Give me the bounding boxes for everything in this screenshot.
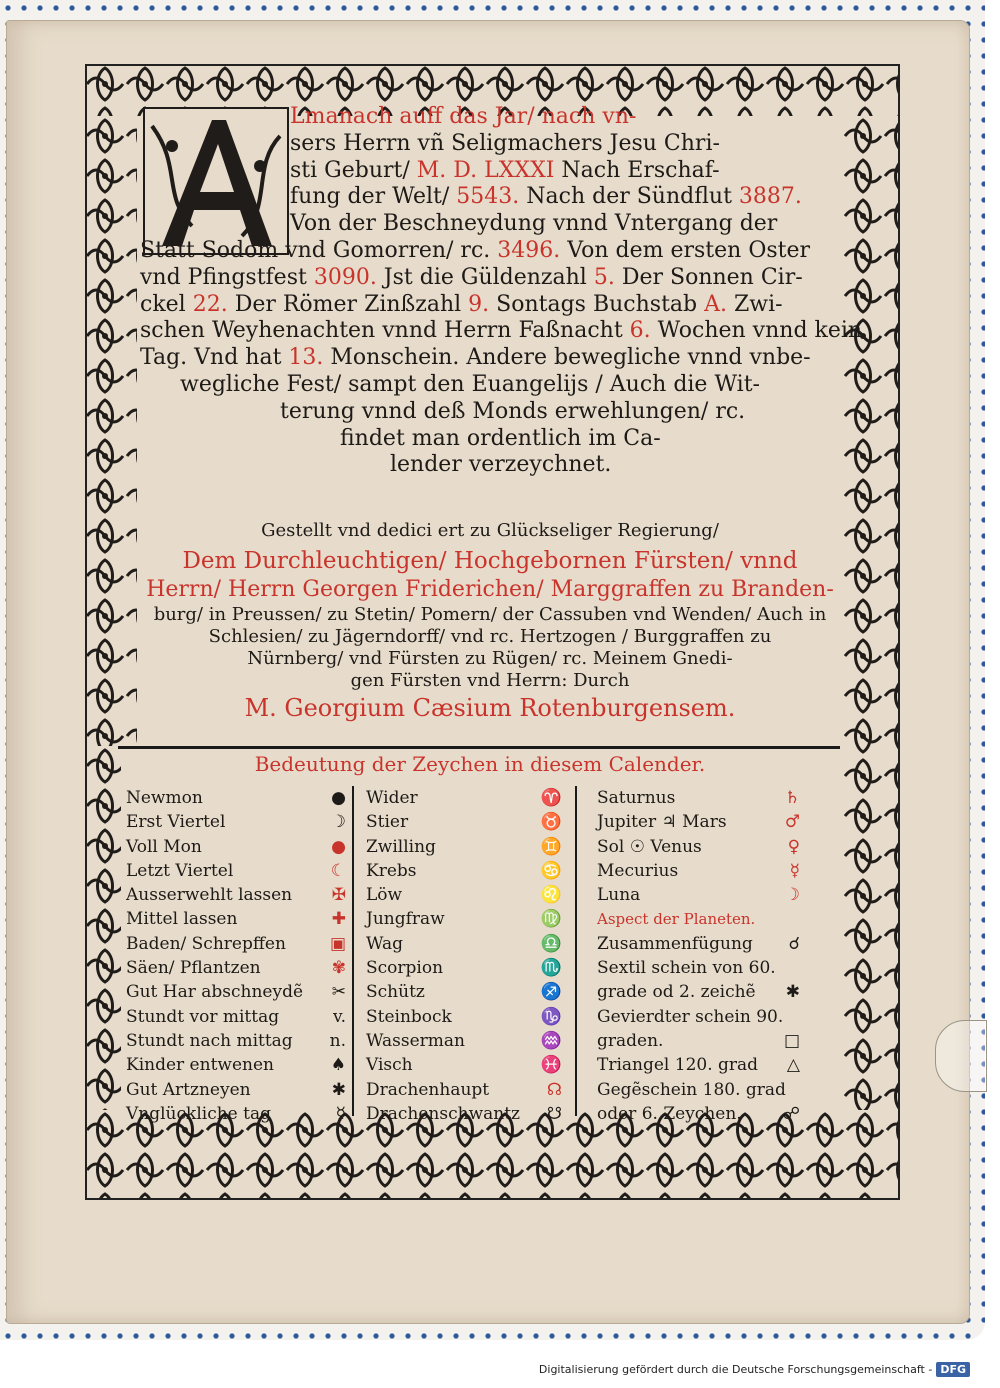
legend-label: Baden/ Schrepffen xyxy=(126,933,286,954)
column-rule-1 xyxy=(352,786,354,1116)
legend-label: Stundt vor mittag xyxy=(126,1006,280,1027)
legend-label: Gut Artzneyen xyxy=(126,1079,251,1100)
page-tab-marker xyxy=(935,1020,987,1092)
legend-row xyxy=(126,1029,346,1053)
legend-symbol-icon: ♏ xyxy=(540,958,562,979)
legend-row xyxy=(597,859,800,883)
legend-symbol-icon: ♌ xyxy=(540,885,562,906)
title-line xyxy=(140,452,840,479)
legend-row xyxy=(366,956,562,980)
title-line xyxy=(140,184,840,211)
legend-label: Zwilling xyxy=(366,836,436,857)
title-run: Der Sonnen Cir- xyxy=(614,264,803,290)
legend-symbol-icon: ☿ xyxy=(789,860,800,881)
legend-symbol-icon: ♒ xyxy=(540,1030,562,1051)
legend-row xyxy=(126,810,346,834)
legend-label: Wider xyxy=(366,788,418,808)
legend-label: Newmon xyxy=(126,788,203,808)
legend-label: Mittel lassen xyxy=(126,909,238,930)
legend-symbol-icon: ♎ xyxy=(540,933,562,954)
legend-symbol-icon: ♐ xyxy=(540,982,562,1003)
title-run: 9. xyxy=(468,291,490,317)
section-divider xyxy=(118,746,840,749)
legend-label: Ausserwehlt lassen xyxy=(126,885,293,906)
legend-symbol-icon: ☾ xyxy=(330,860,346,881)
legend-row xyxy=(366,835,562,859)
title-run: M. D. LXXXI xyxy=(416,157,555,183)
legend-symbol-icon: ☊ xyxy=(546,1079,562,1100)
legend-symbol-icon: ♑ xyxy=(540,1006,562,1027)
legend-symbol-icon: ● xyxy=(331,836,346,857)
legend-label: oder 6. Zeychen. xyxy=(597,1103,742,1124)
title-run: terung vnnd deß Monds erwehlungen/ rc. xyxy=(280,398,746,424)
legend-label: Schütz xyxy=(366,982,425,1003)
legend-label: Triangel 120. grad xyxy=(597,1055,759,1076)
legend-label: Jupiter ♃ Mars xyxy=(597,812,727,833)
title-run: Zwi- xyxy=(727,291,783,317)
legend-row xyxy=(597,1053,800,1077)
legend-symbol-icon: ☿ xyxy=(335,1103,346,1124)
legend-label: Aspect der Planeten. xyxy=(597,910,756,929)
title-run: ckel xyxy=(140,291,193,317)
legend-row xyxy=(126,786,346,810)
legend-symbol-icon: ♊ xyxy=(540,836,562,857)
legend-row xyxy=(366,883,562,907)
title-run: 3887. xyxy=(738,184,802,210)
legend-symbol-icon: ♀ xyxy=(787,836,800,857)
legend-row xyxy=(126,1102,346,1126)
legend-symbol-icon: ♄ xyxy=(784,788,800,808)
legend-column-1 xyxy=(126,786,346,1126)
legend-symbol-icon: ✠ xyxy=(331,885,346,906)
title-run: 22. xyxy=(192,291,228,317)
legend-symbol-icon: ✾ xyxy=(331,958,346,979)
legend-row xyxy=(366,1053,562,1077)
legend-label: Sextil schein von 60. xyxy=(597,958,776,979)
legend-label: Wag xyxy=(366,933,404,954)
title-line xyxy=(140,158,840,185)
legend-label: Letzt Viertel xyxy=(126,860,234,881)
title-run: 6. xyxy=(629,318,651,344)
legend-row xyxy=(597,786,800,810)
legend-row xyxy=(597,835,800,859)
legend-symbol-icon: ✱ xyxy=(331,1079,346,1100)
legend-row xyxy=(126,1053,346,1077)
legend-row xyxy=(366,932,562,956)
column-rule-2 xyxy=(575,786,577,1116)
legend-symbol-icon: ♈ xyxy=(540,788,562,808)
legend-symbol-icon: ♋ xyxy=(540,860,562,881)
legend-label: Jungfraw xyxy=(366,909,445,930)
legend-symbol-icon: ✂ xyxy=(331,982,346,1003)
legend-row xyxy=(126,883,346,907)
title-run: Der Römer Zinßzahl xyxy=(227,291,469,317)
legend-column-3 xyxy=(597,786,800,1126)
legend-label: Stundt nach mittag xyxy=(126,1030,293,1051)
legend-label: Sol ☉ Venus xyxy=(597,836,702,857)
title-line xyxy=(140,131,840,158)
legend-row xyxy=(126,907,346,931)
title-run: findet man ordentlich im Ca- xyxy=(340,425,661,451)
legend-row xyxy=(366,980,562,1004)
title-line xyxy=(140,318,863,345)
legend-row xyxy=(126,980,346,1004)
legend-label: Drachenschwantz xyxy=(366,1103,520,1124)
legend-row xyxy=(597,1102,800,1126)
dedication-red-line-2: Herrn/ Herrn Georgen Friderichen/ Marggraffen zu Branden- xyxy=(146,577,834,602)
legend-row xyxy=(126,1005,346,1029)
legend-title: Bedeutung der Zeychen in diesem Calender. xyxy=(254,752,706,776)
title-line xyxy=(140,211,840,238)
legend-label: Visch xyxy=(366,1055,413,1076)
legend-row xyxy=(126,1078,346,1102)
legend-row xyxy=(126,859,346,883)
legend-row xyxy=(126,956,346,980)
author-name: M. Georgium Cæsium Rotenburgensem. xyxy=(244,694,736,722)
legend-label: Scorpion xyxy=(366,958,444,979)
legend-row xyxy=(126,835,346,859)
legend-row xyxy=(597,932,800,956)
legend-label: Wasserman xyxy=(366,1030,465,1051)
title-run: schen Weyhenachten vnnd Herrn Faßnacht xyxy=(140,318,630,344)
title-line xyxy=(140,345,840,372)
legend-symbol-icon: ☽ xyxy=(330,812,346,833)
legend-symbol-icon: ☍ xyxy=(782,1103,800,1124)
legend-row xyxy=(126,932,346,956)
title-line xyxy=(140,292,840,319)
footer-credit xyxy=(539,1362,970,1377)
title-line xyxy=(140,372,840,399)
legend-label: Voll Mon xyxy=(126,836,202,857)
legend-symbol-icon: ▣ xyxy=(329,933,346,954)
legend-label: Säen/ Pflantzen xyxy=(126,958,261,979)
title-run: Stätt Sodom vnd Gomorren/ rc. xyxy=(140,237,498,263)
title-run: vnd Pfingstfest xyxy=(140,264,314,290)
legend-label: Saturnus xyxy=(597,788,676,808)
title-line xyxy=(140,265,840,292)
title-run: Nach der Sündflut xyxy=(519,184,739,210)
legend-symbol-icon: v. xyxy=(333,1006,346,1027)
title-run: 3090. xyxy=(313,264,377,290)
title-line xyxy=(140,238,840,265)
legend-label: grade od 2. zeichẽ xyxy=(597,982,756,1003)
legend-row xyxy=(597,980,800,1004)
legend-label: Krebs xyxy=(366,860,417,881)
legend-row xyxy=(597,956,800,980)
title-run: sers Herrn vñ Seligmachers Jesu Chri- xyxy=(290,130,720,156)
legend-symbol-icon: □ xyxy=(783,1030,800,1051)
title-line xyxy=(140,104,840,131)
legend-symbol-icon: ♉ xyxy=(540,812,562,833)
legend-row xyxy=(597,883,800,907)
legend-row xyxy=(366,1102,562,1126)
legend-row xyxy=(366,1078,562,1102)
legend-label: Zusammenfügung xyxy=(597,933,753,954)
legend-row xyxy=(597,907,800,931)
legend-symbol-icon: ✱ xyxy=(785,982,800,1003)
legend-label: Steinbock xyxy=(366,1006,452,1027)
title-run: sti Geburt/ xyxy=(290,157,417,183)
legend-column-2 xyxy=(366,786,562,1126)
title-run: Wochen vnnd kein xyxy=(650,318,863,344)
almanac-title-block xyxy=(140,104,863,479)
legend-label: Stier xyxy=(366,812,409,833)
title-run: A. xyxy=(704,291,727,317)
title-run: 3496. xyxy=(497,237,561,263)
legend-symbol-icon: ♍ xyxy=(540,909,562,930)
legend-symbol-icon: △ xyxy=(786,1055,800,1076)
title-run: lender verzeychnet. xyxy=(390,452,612,478)
legend-row xyxy=(597,1029,800,1053)
legend-symbol-icon: n. xyxy=(329,1030,346,1051)
title-line xyxy=(140,399,840,426)
title-run: Jst die Güldenzahl xyxy=(376,264,594,290)
title-run: Nach Erschaf- xyxy=(554,157,720,183)
legend-label: Gegẽschein 180. grad xyxy=(597,1079,786,1100)
title-run: 5543. xyxy=(456,184,520,210)
title-run: Tag. Vnd hat xyxy=(140,345,289,371)
legend-symbol-icon: ☽ xyxy=(784,885,800,906)
legend-symbol-icon: ✚ xyxy=(331,909,346,930)
legend-label: graden. xyxy=(597,1030,664,1051)
dedication-line-3: burg/ in Preussen/ zu Stetin/ Pomern/ der Cassuben vnd Wenden/ Auch in xyxy=(153,604,827,625)
title-run: wegliche Fest/ sampt den Euangelijs / Auch die Wit- xyxy=(180,371,760,397)
title-run: Monschein. Andere bewegliche vnnd vnbe- xyxy=(323,345,811,371)
dedication-line-5: Nürnberg/ vnd Fürsten zu Rügen/ rc. Meinem Gnedi- xyxy=(247,648,733,669)
legend-label: Löw xyxy=(366,885,403,906)
legend-row xyxy=(366,1029,562,1053)
legend-symbol-icon: ♂ xyxy=(784,812,800,833)
legend-row xyxy=(366,859,562,883)
legend-row xyxy=(366,786,562,810)
legend-row xyxy=(597,810,800,834)
legend-label: Luna xyxy=(597,885,641,906)
dfg-badge: DFG xyxy=(936,1362,970,1377)
legend-symbol-icon: ♓ xyxy=(540,1055,562,1076)
legend-symbol-icon: ☌ xyxy=(788,933,800,954)
legend-symbol-icon: ☋ xyxy=(546,1103,562,1124)
legend-label: Gut Har abschneydẽ xyxy=(126,982,304,1003)
legend-label: Drachenhaupt xyxy=(366,1079,490,1100)
footer-text: Digitalisierung gefördert durch die Deutsche Forschungsgemeinschaft - xyxy=(538,1363,933,1376)
legend-label: Kinder entwenen xyxy=(126,1055,274,1076)
title-run: Sontags Buchstab xyxy=(489,291,705,317)
dedication-block xyxy=(120,520,860,724)
title-run: Von dem ersten Oster xyxy=(560,237,811,263)
legend-row xyxy=(366,1005,562,1029)
legend-label: Gevierdter schein 90. xyxy=(597,1006,784,1027)
legend-label: Vnglückliche tag xyxy=(126,1103,271,1124)
legend-row xyxy=(366,907,562,931)
title-run: 13. xyxy=(288,345,324,371)
legend-symbol-icon: ♠ xyxy=(330,1055,346,1076)
legend-symbol-icon: ● xyxy=(331,788,346,808)
legend-label: Mecurius xyxy=(597,860,679,881)
legend-row xyxy=(597,1078,800,1102)
title-run: 5. xyxy=(593,264,615,290)
title-run: fung der Welt/ xyxy=(290,184,457,210)
title-run: Von der Beschneydung vnnd Vntergang der xyxy=(290,211,778,237)
dedication-line-6: gen Fürsten vnd Herrn: Durch xyxy=(350,670,630,691)
title-run: Lmanach auff das Jar/ nach vn- xyxy=(290,104,637,129)
title-line xyxy=(140,426,840,453)
legend-row xyxy=(597,1005,800,1029)
legend-row xyxy=(366,810,562,834)
dedication-red-line-1: Dem Durchleuchtigen/ Hochgebornen Fürsten/ vnnd xyxy=(182,548,798,574)
dedication-line-4: Schlesien/ zu Jägerndorff/ vnd rc. Hertzogen / Burggraffen zu xyxy=(208,626,772,647)
legend-label: Erst Viertel xyxy=(126,812,226,833)
dedication-intro: Gestellt vnd dedici ert zu Glückseliger Regierung/ xyxy=(261,520,719,541)
